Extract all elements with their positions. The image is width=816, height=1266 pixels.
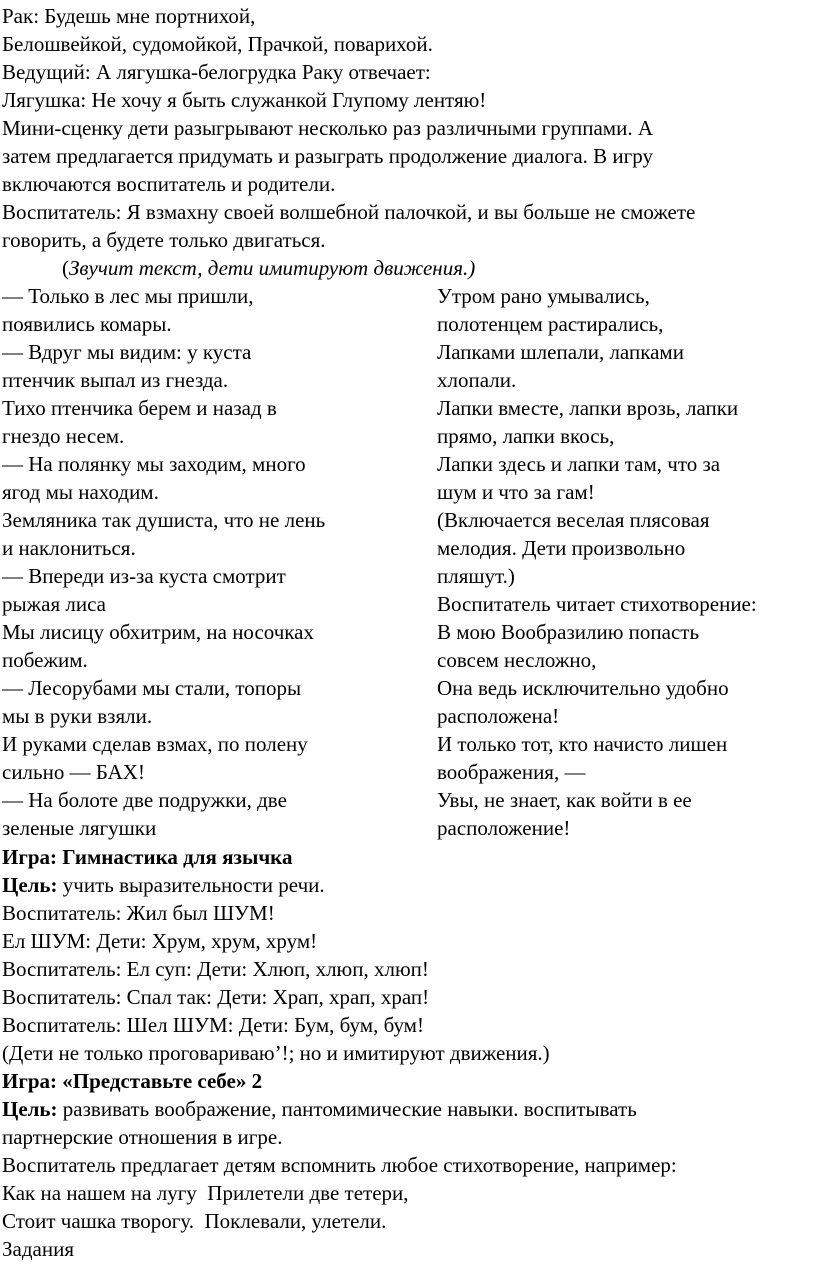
game2-goal-text: развивать воображение, пантомимические навыки. воспитывать: [57, 1097, 637, 1121]
game2-line: Как на нашем на лугу Прилетели две тетери,: [2, 1181, 409, 1205]
game1-title: Игра: Гимнастика для язычка: [2, 845, 293, 869]
right-column-line: Она ведь исключительно удобно: [437, 676, 729, 700]
game2-title: Игра: «Представьте себе» 2: [2, 1069, 263, 1093]
text-line: затем предлагается придумать и разыграть продолжение диалога. В игру: [2, 144, 654, 168]
text-line: говорить, а будете только двигаться.: [2, 228, 326, 252]
game2-line: партнерские отношения в игре.: [2, 1125, 283, 1149]
right-column-line: воображения, —: [437, 760, 586, 784]
left-column-line: и наклониться.: [2, 536, 136, 560]
right-column-line: Воспитатель читает стихотворение:: [437, 592, 757, 616]
left-column-line: появились комары.: [2, 312, 172, 336]
left-column-line: зеленые лягушки: [2, 816, 157, 840]
game1-line: Воспитатель: Шел ШУМ: Дети: Бум, бум, бум!: [2, 1013, 424, 1037]
right-column-line: прямо, лапки вкось,: [437, 424, 615, 448]
text-line: Воспитатель: Я взмахну своей волшебной палочкой, и вы больше не сможете: [2, 200, 696, 224]
game1-line: (Дети не только проговариваю’!; но и имитируют движения.): [2, 1041, 550, 1065]
right-column-line: полотенцем растирались,: [437, 312, 664, 336]
text-line: Белошвейкой, судомойкой, Прачкой, поварихой.: [2, 32, 433, 56]
left-column-line: — На болоте две подружки, две: [2, 788, 287, 812]
text-line: Мини-сценку дети разыгрывают несколько раз различными группами. А: [2, 116, 653, 140]
left-column-line: ягод мы находим.: [2, 480, 159, 504]
game1-line: Ел ШУМ: Дети: Хрум, хрум, хрум!: [2, 929, 318, 953]
stage-direction: [62, 254, 475, 282]
left-column-line: сильно — БАХ!: [2, 760, 145, 784]
text-line: Ведущий: А лягушка-белогрудка Раку отвечает:: [2, 60, 431, 84]
game2-goal: [2, 1095, 637, 1123]
right-column-line: расположена!: [437, 704, 560, 728]
right-column-line: Лапками шлепали, лапками: [437, 340, 684, 364]
left-column-line: птенчик выпал из гнезда.: [2, 368, 229, 392]
right-column-line: Увы, не знает, как войти в ее: [437, 788, 692, 812]
game1-line: Воспитатель: Ел суп: Дети: Хлюп, хлюп, хлюп!: [2, 957, 429, 981]
left-column-line: Мы лисицу обхитрим, на носочках: [2, 620, 314, 644]
left-column-line: мы в руки взяли.: [2, 704, 153, 728]
stage-direction-open: (: [62, 256, 69, 280]
right-column-line: (Включается веселая плясовая: [437, 508, 710, 532]
game2-line: Стоит чашка творогу. Поклевали, улетели.: [2, 1209, 387, 1233]
right-column-line: Лапки здесь и лапки там, что за: [437, 452, 721, 476]
game1-line: Воспитатель: Жил был ШУМ!: [2, 901, 275, 925]
left-column-line: Тихо птенчика берем и назад в: [2, 396, 277, 420]
left-column-line: — Впереди из-за куста смотрит: [2, 564, 286, 588]
right-column-line: Утром рано умывались,: [437, 284, 650, 308]
left-column-line: — Лесорубами мы стали, топоры: [2, 676, 302, 700]
game1-goal-label: Цель:: [2, 873, 58, 897]
right-column-line: пляшут.): [437, 564, 515, 588]
right-column-line: мелодия. Дети произвольно: [437, 536, 686, 560]
right-column-line: совсем несложно,: [437, 648, 597, 672]
right-column-line: хлопали.: [437, 368, 517, 392]
game1-goal: [2, 871, 325, 899]
left-column-line: побежим.: [2, 648, 88, 672]
left-column-line: Земляника так душиста, что не лень: [2, 508, 326, 532]
left-column-line: гнездо несем.: [2, 424, 125, 448]
stage-direction-text: Звучит текст, дети имитируют движения.): [69, 256, 476, 280]
right-column-line: В мою Вообразилию попасть: [437, 620, 700, 644]
game1-goal-text: учить выразительности речи.: [57, 873, 325, 897]
right-column-line: Лапки вместе, лапки врозь, лапки: [437, 396, 739, 420]
game2-line: Воспитатель предлагает детям вспомнить любое стихотворение, например:: [2, 1153, 677, 1177]
right-column-line: шум и что за гам!: [437, 480, 595, 504]
left-column-line: — На полянку мы заходим, много: [2, 452, 306, 476]
right-column-line: расположение!: [437, 816, 571, 840]
game2-goal-label: Цель:: [2, 1097, 58, 1121]
text-line: Лягушка: Не хочу я быть служанкой Глупому лентяю!: [2, 88, 487, 112]
left-column-line: — Только в лес мы пришли,: [2, 284, 254, 308]
text-line: включаются воспитатель и родители.: [2, 172, 336, 196]
text-line: Рак: Будешь мне портнихой,: [2, 4, 256, 28]
left-column-line: — Вдруг мы видим: у куста: [2, 340, 252, 364]
left-column-line: рыжая лиса: [2, 592, 106, 616]
game2-line: Задания: [2, 1237, 74, 1261]
right-column-line: И только тот, кто начисто лишен: [437, 732, 728, 756]
game1-line: Воспитатель: Спал так: Дети: Храп, храп, храп!: [2, 985, 430, 1009]
left-column-line: И руками сделав взмах, по полену: [2, 732, 308, 756]
